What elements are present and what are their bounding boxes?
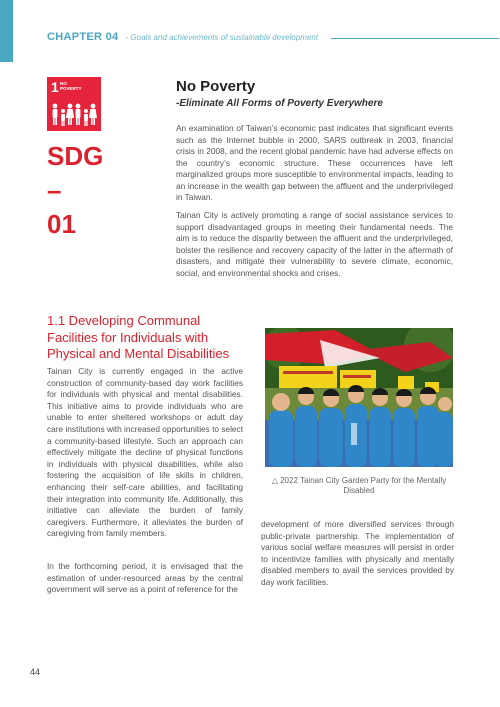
sdg-badge [47, 77, 101, 131]
chapter-header [47, 31, 318, 43]
goal-title: No Poverty [176, 78, 256, 95]
chapter-subtitle: - Goals and achievements of sustainable development [125, 33, 319, 42]
body-paragraph: In the forthcoming period, it is envisaged that the estimation of under-resourced areas by the central government will serve as a point of reference for the [47, 561, 243, 595]
event-photo [265, 328, 453, 467]
chapter-tab-strip [0, 0, 13, 62]
sdg-code-label [47, 139, 107, 241]
goal-subtitle: -Eliminate All Forms of Poverty Everywhere [176, 98, 383, 109]
body-paragraph: Tainan City is currently engaged in the active construction of community-based day work facilities for individuals with physical and mental disabilities. This initiative aims to provide individuals who are unable to enter sheltered workshops or adult day care institutions with increased opportunities to select a community-based lifestyle. Such an approach can effectively mitigate the decline of physical functions in individuals with physical disabilities, while also fostering the acquisition of life skills in children, enhancing their self-care abilities, and facilitating their integration into community life. Additionally, this initiative can alleviate the burden of family caregivers. Furthermore, it alleviates the burden of caregiving from family members. [47, 366, 244, 539]
family-icon [51, 103, 97, 127]
body-paragraph: development of more diversified services through public-private partnership. The implementation of various social welfare measures will persist in order to incentivize families with physically and mentally disabled members to avail the services provided by day work facilities. [261, 519, 454, 587]
sdg-badge-label: NO POVERTY [60, 81, 82, 91]
sdg-label-dash: – [47, 175, 62, 205]
intro-paragraph: An examination of Taiwan’s economic past indicates that significant events such as the Internet bubble in 2000, SARS outbreak in 2003, financial crisis in 2008, and the recent global pandemic have had adverse effects on the country’s economic structure. These occurrences have left marginalized groups more susceptible to environmental impacts, leading to an increase in the wealth gap between the affluent and the underprivileged in Taiwan. [176, 123, 453, 202]
header-rule [331, 38, 499, 39]
section-title: 1.1 Developing Communal Facilities for Individuals with Physical and Mental Disabilities [47, 313, 230, 361]
page-number: 44 [30, 667, 41, 677]
photo-caption: △ 2022 Tainan City Garden Party for the Mentally Disabled [271, 476, 447, 495]
sdg-badge-number: 1 [51, 79, 59, 95]
sdg-label-number: 01 [47, 209, 76, 239]
chapter-number: CHAPTER 04 [47, 31, 119, 43]
intro-paragraph: Tainan City is actively promoting a range of social assistance services to support disadvantaged groups in meeting their fundamental needs. The aim is to reduce the disparity between the affluent and the underprivileged, bolster the resilience and recovery capacity of the latter in the aftermath of disasters, and mitigate their vulnerability to severe climate, economic, social, and environmental shocks and crises. [176, 210, 453, 278]
sdg-label-line1: SDG [47, 141, 104, 171]
